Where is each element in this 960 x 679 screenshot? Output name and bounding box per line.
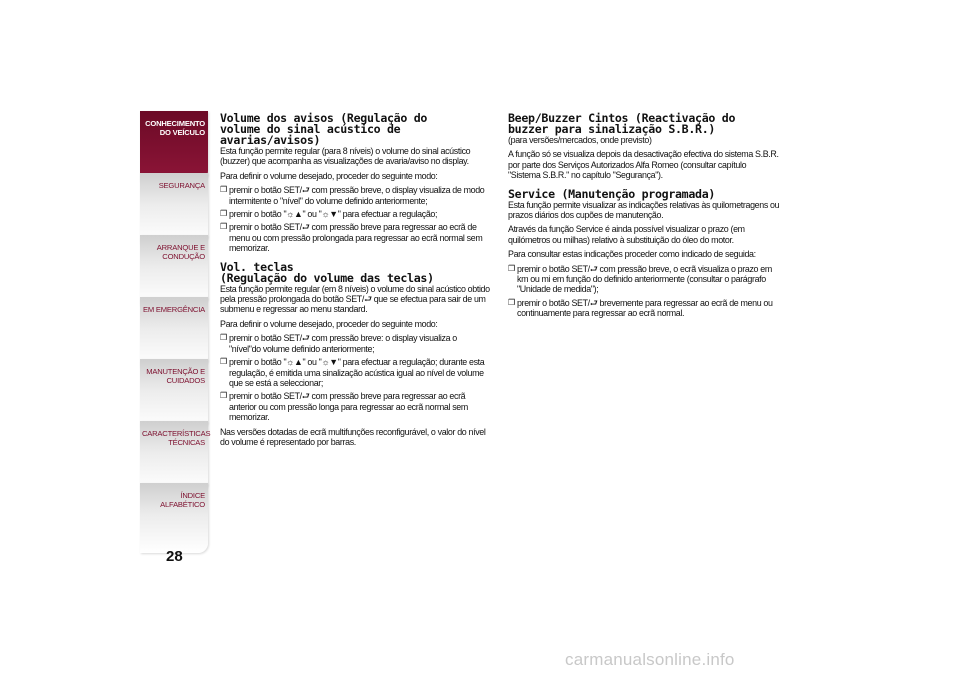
- tab-em-emergencia[interactable]: [140, 297, 208, 367]
- title-line: Vol. teclas: [220, 259, 294, 274]
- paragraph: Para definir o volume desejado, proceder do seguinte modo:: [220, 170, 438, 181]
- tab-label: SEGURANÇA: [158, 181, 205, 190]
- title-line: volume do sinal acústico de: [220, 122, 401, 136]
- tab-indice-alfabetico[interactable]: [140, 483, 208, 553]
- text: Esta função permite regular (em 8 níveis) o volume do sinal acústico obtido pela pressão prolongada do botão SET/: [220, 283, 490, 305]
- list-item: [220, 209, 490, 219]
- checkbox-bullet-icon: ❒: [220, 357, 227, 367]
- return-arrow-icon: ⮐: [589, 263, 598, 274]
- checkbox-bullet-icon: ❒: [220, 222, 227, 232]
- title-line: (Regulação do volume das teclas): [220, 270, 434, 285]
- checkbox-bullet-icon: ❒: [220, 209, 227, 219]
- tab-arranque-e-conducao[interactable]: [140, 235, 208, 305]
- text: premir o botão SET/: [517, 297, 590, 308]
- checkbox-bullet-icon: ❒: [508, 263, 515, 273]
- title-line: buzzer para sinalização S.B.R.): [508, 122, 716, 136]
- return-arrow-icon: ⮐: [301, 391, 310, 402]
- title-line: avarias/avisos): [220, 133, 321, 147]
- tab-label: ARRANQUE E CONDUÇÃO: [156, 243, 205, 261]
- text: que se efectua para sair de um submenu e regressar ao menu standard.: [220, 294, 486, 315]
- text: com pressão breve para regressar ao ecrã anterior ou com pressão longa para regressar ao ecrã normal sem memorizar.: [229, 391, 468, 423]
- tab-label: CARACTERÍSTICAS TÉCNICAS: [142, 429, 211, 447]
- list-item: [508, 298, 780, 319]
- watermark: carmanualsonline.info: [565, 650, 735, 669]
- paragraph: [220, 284, 490, 315]
- text: com pressão breve: o display visualiza o "nível"do volume definido anteriormente;: [229, 333, 457, 354]
- text: brevemente para regressar ao ecrã de menu ou continuamente para regressar ao ecrã normal.: [517, 297, 773, 319]
- paragraph: Nas versões dotadas de ecrã multifunções reconfigurável, o valor do nível do volume é representado por barras.: [220, 426, 486, 447]
- paragraph: Esta função permite regular (para 8 níveis) o volume do sinal acústico (buzzer) que acompanha as visualizações de avaria/aviso no display.: [220, 146, 471, 167]
- bullet-list: [220, 333, 490, 422]
- paragraph: Através da função Service é ainda possível visualizar o prazo (em quilómetros ou milhas) relativo à substituição do óleo do motor.: [508, 224, 745, 245]
- bullet-list: [508, 264, 780, 319]
- page-number: 28: [166, 548, 183, 565]
- paragraph: Para definir o volume desejado, proceder do seguinte modo:: [220, 318, 438, 329]
- text: premir o botão SET/: [229, 185, 302, 196]
- tab-label: CONHECIMENTO DO VEÍCULO: [145, 119, 205, 137]
- checkbox-bullet-icon: ❒: [220, 333, 227, 343]
- return-arrow-icon: ⮐: [301, 222, 310, 233]
- tab-caracteristicas-tecnicas[interactable]: [140, 421, 211, 491]
- checkbox-bullet-icon: ❒: [220, 185, 227, 195]
- title-line: Beep/Buzzer Cintos (Reactivação do: [508, 111, 736, 125]
- list-item: [220, 391, 490, 422]
- checkbox-bullet-icon: ❒: [220, 391, 227, 401]
- text: premir o botão SET/: [229, 222, 302, 233]
- text: premir o botão SET/: [229, 391, 302, 402]
- section-title-service: Service (Manutenção programada): [508, 186, 716, 201]
- section-title-vol-teclas: [220, 259, 490, 285]
- subtitle-note: (para versões/mercados, onde previsto): [508, 135, 652, 145]
- bullet-list: [220, 185, 490, 253]
- text: premir o botão ": [229, 357, 287, 368]
- right-column: [508, 113, 780, 323]
- text: premir o botão SET/: [229, 333, 302, 344]
- return-arrow-icon: ⮐: [301, 185, 310, 196]
- text: " para efectuar a regulação;: [337, 209, 438, 220]
- text: " ou ": [302, 357, 322, 368]
- text: com pressão breve para regressar ao ecrã de menu ou com pressão prolongada para regressar ao ecrã normal sem memorizar.: [229, 222, 483, 254]
- steering-light-up-icon: ☼▲: [286, 357, 303, 368]
- text: " ou ": [302, 209, 322, 220]
- paragraph: Para consultar estas indicações proceder como indicado de seguida:: [508, 249, 756, 260]
- tab-label: ÍNDICE ALFABÉTICO: [160, 491, 205, 509]
- list-item: [220, 185, 490, 206]
- left-column: [220, 113, 490, 451]
- text: premir o botão ": [229, 209, 287, 220]
- tab-manutencao-e-cuidados[interactable]: [140, 359, 208, 429]
- tab-conhecimento-do-veiculo[interactable]: [140, 111, 208, 181]
- paragraph: Esta função permite visualizar as indicações relativas às quilometragens ou prazos diários dos cupões de manutenção.: [508, 199, 780, 221]
- list-item: [220, 357, 490, 388]
- text: com pressão breve, o display visualiza de modo intermitente o "nível" do volume definido anteriormente;: [229, 185, 485, 206]
- return-arrow-icon: ⮐: [301, 333, 310, 344]
- list-item: [508, 264, 780, 295]
- text: " para efectuar a regulação; durante esta regulação, é emitida uma sinalização acústica igual ao nível de volume que se está a seleccionar;: [229, 357, 485, 388]
- tab-label: EM EMERGÊNCIA: [143, 305, 205, 314]
- tab-label: MANUTENÇÃO E CUIDADOS: [146, 367, 205, 385]
- steering-light-down-icon: ☼▼: [321, 209, 338, 220]
- steering-light-down-icon: ☼▼: [321, 357, 338, 368]
- section-title-volume-avisos: [220, 113, 490, 146]
- list-item: [220, 222, 490, 253]
- steering-light-up-icon: ☼▲: [286, 209, 303, 220]
- title-line: Volume dos avisos (Regulação do: [220, 111, 428, 125]
- return-arrow-icon: ⮐: [589, 297, 598, 308]
- checkbox-bullet-icon: ❒: [508, 297, 515, 307]
- text: premir o botão SET/: [517, 263, 590, 274]
- list-item: [220, 333, 490, 354]
- section-title-beep-buzzer: [508, 113, 780, 135]
- return-arrow-icon: ⮐: [363, 294, 372, 305]
- text: com pressão breve, o ecrã visualiza o prazo em km ou mi em função do definido anteriormente (consultar o parágrafo "Unidade de medida");: [517, 263, 772, 295]
- chapter-sidebar: [140, 111, 211, 545]
- paragraph: A função só se visualiza depois da desactivação efectiva do sistema S.B.R. por parte dos Serviços Autorizados Alfa Romeo (consultar capítulo "Sistema S.B.R." no capítulo "Segurança").: [508, 149, 779, 181]
- tab-seguranca[interactable]: [140, 173, 208, 243]
